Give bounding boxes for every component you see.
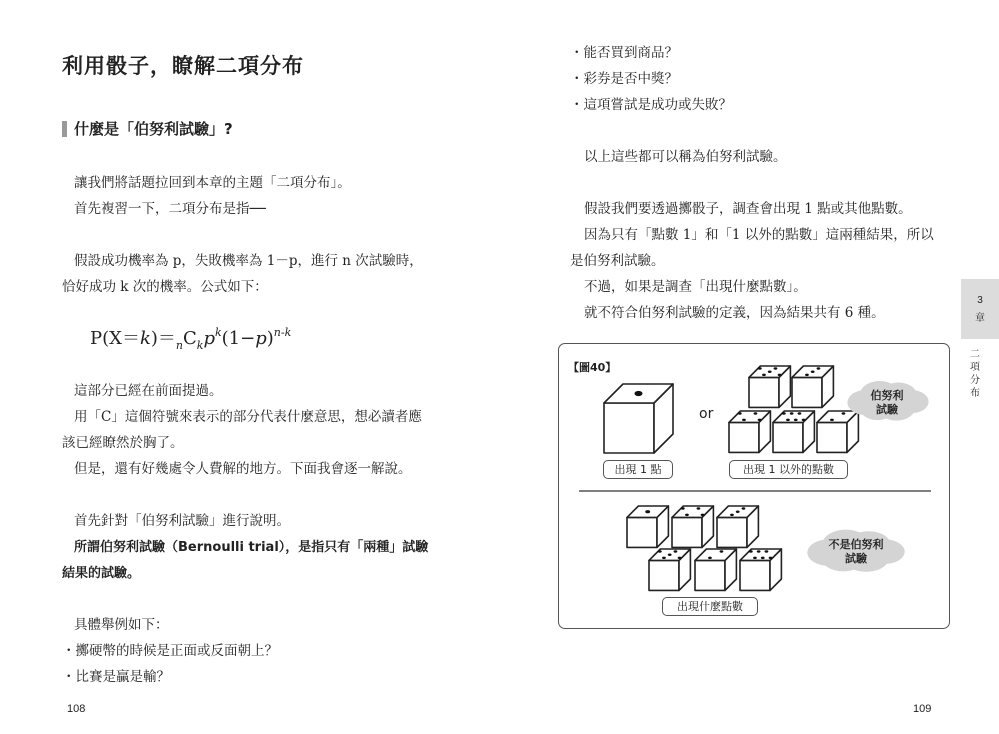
bullet-line: ・這項嘗試是成功或失敗？ xyxy=(570,97,732,113)
die-face-1 xyxy=(604,384,673,453)
chapter-tab xyxy=(961,279,999,339)
formula-close: ) xyxy=(266,328,274,349)
paragraph-line: 該已經瞭然於胸了。 xyxy=(62,435,184,451)
die-face-2 xyxy=(817,411,858,452)
formula-lhs: P(X＝ xyxy=(90,328,140,349)
die-face-6 xyxy=(773,411,814,452)
die-face-2-b xyxy=(695,549,736,590)
section-heading: 什麼是「伯努利試驗」? xyxy=(74,120,233,138)
formula-k-sub: k xyxy=(196,339,204,352)
cloud-label-not-bernoulli: 不是伯努利 試驗 xyxy=(828,538,884,565)
die-face-6-b xyxy=(740,549,781,590)
formula-c: C xyxy=(183,328,197,349)
page-number-left: 108 xyxy=(67,703,86,715)
formula-paren: (1− xyxy=(221,328,256,349)
die-face-3 xyxy=(792,366,833,407)
chapter-label: 章 xyxy=(975,313,985,324)
paragraph-line: 但是，還有好幾處令人費解的地方。下面我會逐一解說。 xyxy=(74,461,412,477)
chapter-number: 3 xyxy=(977,295,983,306)
formula-mid: )＝ xyxy=(150,328,176,349)
figure-40 xyxy=(558,343,950,629)
bullet-line: ・比賽是贏是輸？ xyxy=(62,669,170,685)
bullet-line: ・擲硬幣的時候是正面或反面朝上？ xyxy=(62,643,278,659)
paragraph-line: 不過，如果是調查「出現什麼點數」。 xyxy=(584,279,807,295)
formula-exp: n-k xyxy=(273,326,292,339)
formula-n: n xyxy=(175,339,183,352)
caption-face-one: 出現 1 點 xyxy=(603,460,673,479)
paragraph-line: 因為只有「點數 1」和「1 以外的點數」這兩種結果，所以 xyxy=(584,227,934,243)
paragraph-line: 具體舉例如下： xyxy=(74,617,169,633)
die-face-5 xyxy=(749,366,790,407)
paragraph-line: 假設我們要透過擲骰子，調查會出現 1 點或其他點數。 xyxy=(584,201,912,217)
section-marker xyxy=(62,121,67,137)
paragraph-line: 是伯努利試驗。 xyxy=(570,253,665,269)
caption-any-face: 出現什麼點數 xyxy=(662,597,758,616)
paragraph-line: 這部分已經在前面提過。 xyxy=(74,383,223,399)
formula-k-sup: k xyxy=(214,326,222,339)
formula-p2: p xyxy=(255,328,267,349)
die-face-4-b xyxy=(672,506,713,547)
dice-illustration xyxy=(559,344,949,628)
die-face-4 xyxy=(729,411,770,452)
die-face-3-b xyxy=(717,506,758,547)
binomial-formula xyxy=(90,324,291,350)
paragraph-line: 首先複習一下，二項分布是指── xyxy=(74,201,266,217)
caption-other-faces: 出現 1 以外的點數 xyxy=(729,460,848,479)
cloud-label-bernoulli: 伯努利 試驗 xyxy=(870,389,904,416)
paragraph-line: 恰好成功 k 次的機率。公式如下： xyxy=(62,279,268,295)
bold-line: 結果的試驗。 xyxy=(62,566,141,581)
chapter-subject: 二項分布 xyxy=(970,349,980,399)
paragraph-line: 讓我們將話題拉回到本章的主題「二項分布」。 xyxy=(74,175,351,191)
formula-p: p xyxy=(203,328,215,349)
paragraph-line: 就不符合伯努利試驗的定義，因為結果共有 6 種。 xyxy=(584,305,885,321)
or-text: or xyxy=(699,406,714,422)
paragraph-line: 假設成功機率為 p，失敗機率為 1－p，進行 n 次試驗時， xyxy=(74,253,423,269)
bold-line: 所謂伯努利試驗（Bernoulli trial），是指只有「兩種」試驗 xyxy=(74,540,429,555)
figure-label: 【圖40】 xyxy=(568,361,617,374)
die-face-5-b xyxy=(649,549,690,590)
bullet-line: ・彩券是否中獎？ xyxy=(570,71,678,87)
die-face-1-b xyxy=(627,506,668,547)
formula-k: k xyxy=(139,328,151,349)
page-number-right: 109 xyxy=(913,703,932,715)
chapter-title: 利用骰子，瞭解二項分布 xyxy=(62,54,304,78)
paragraph-line: 以上這些都可以稱為伯努利試驗。 xyxy=(584,149,787,165)
paragraph-line: 首先針對「伯努利試驗」進行說明。 xyxy=(74,513,290,529)
paragraph-line: 用「C」這個符號來表示的部分代表什麼意思，想必讀者應 xyxy=(74,409,422,425)
bullet-line: ・能否買到商品？ xyxy=(570,45,678,61)
